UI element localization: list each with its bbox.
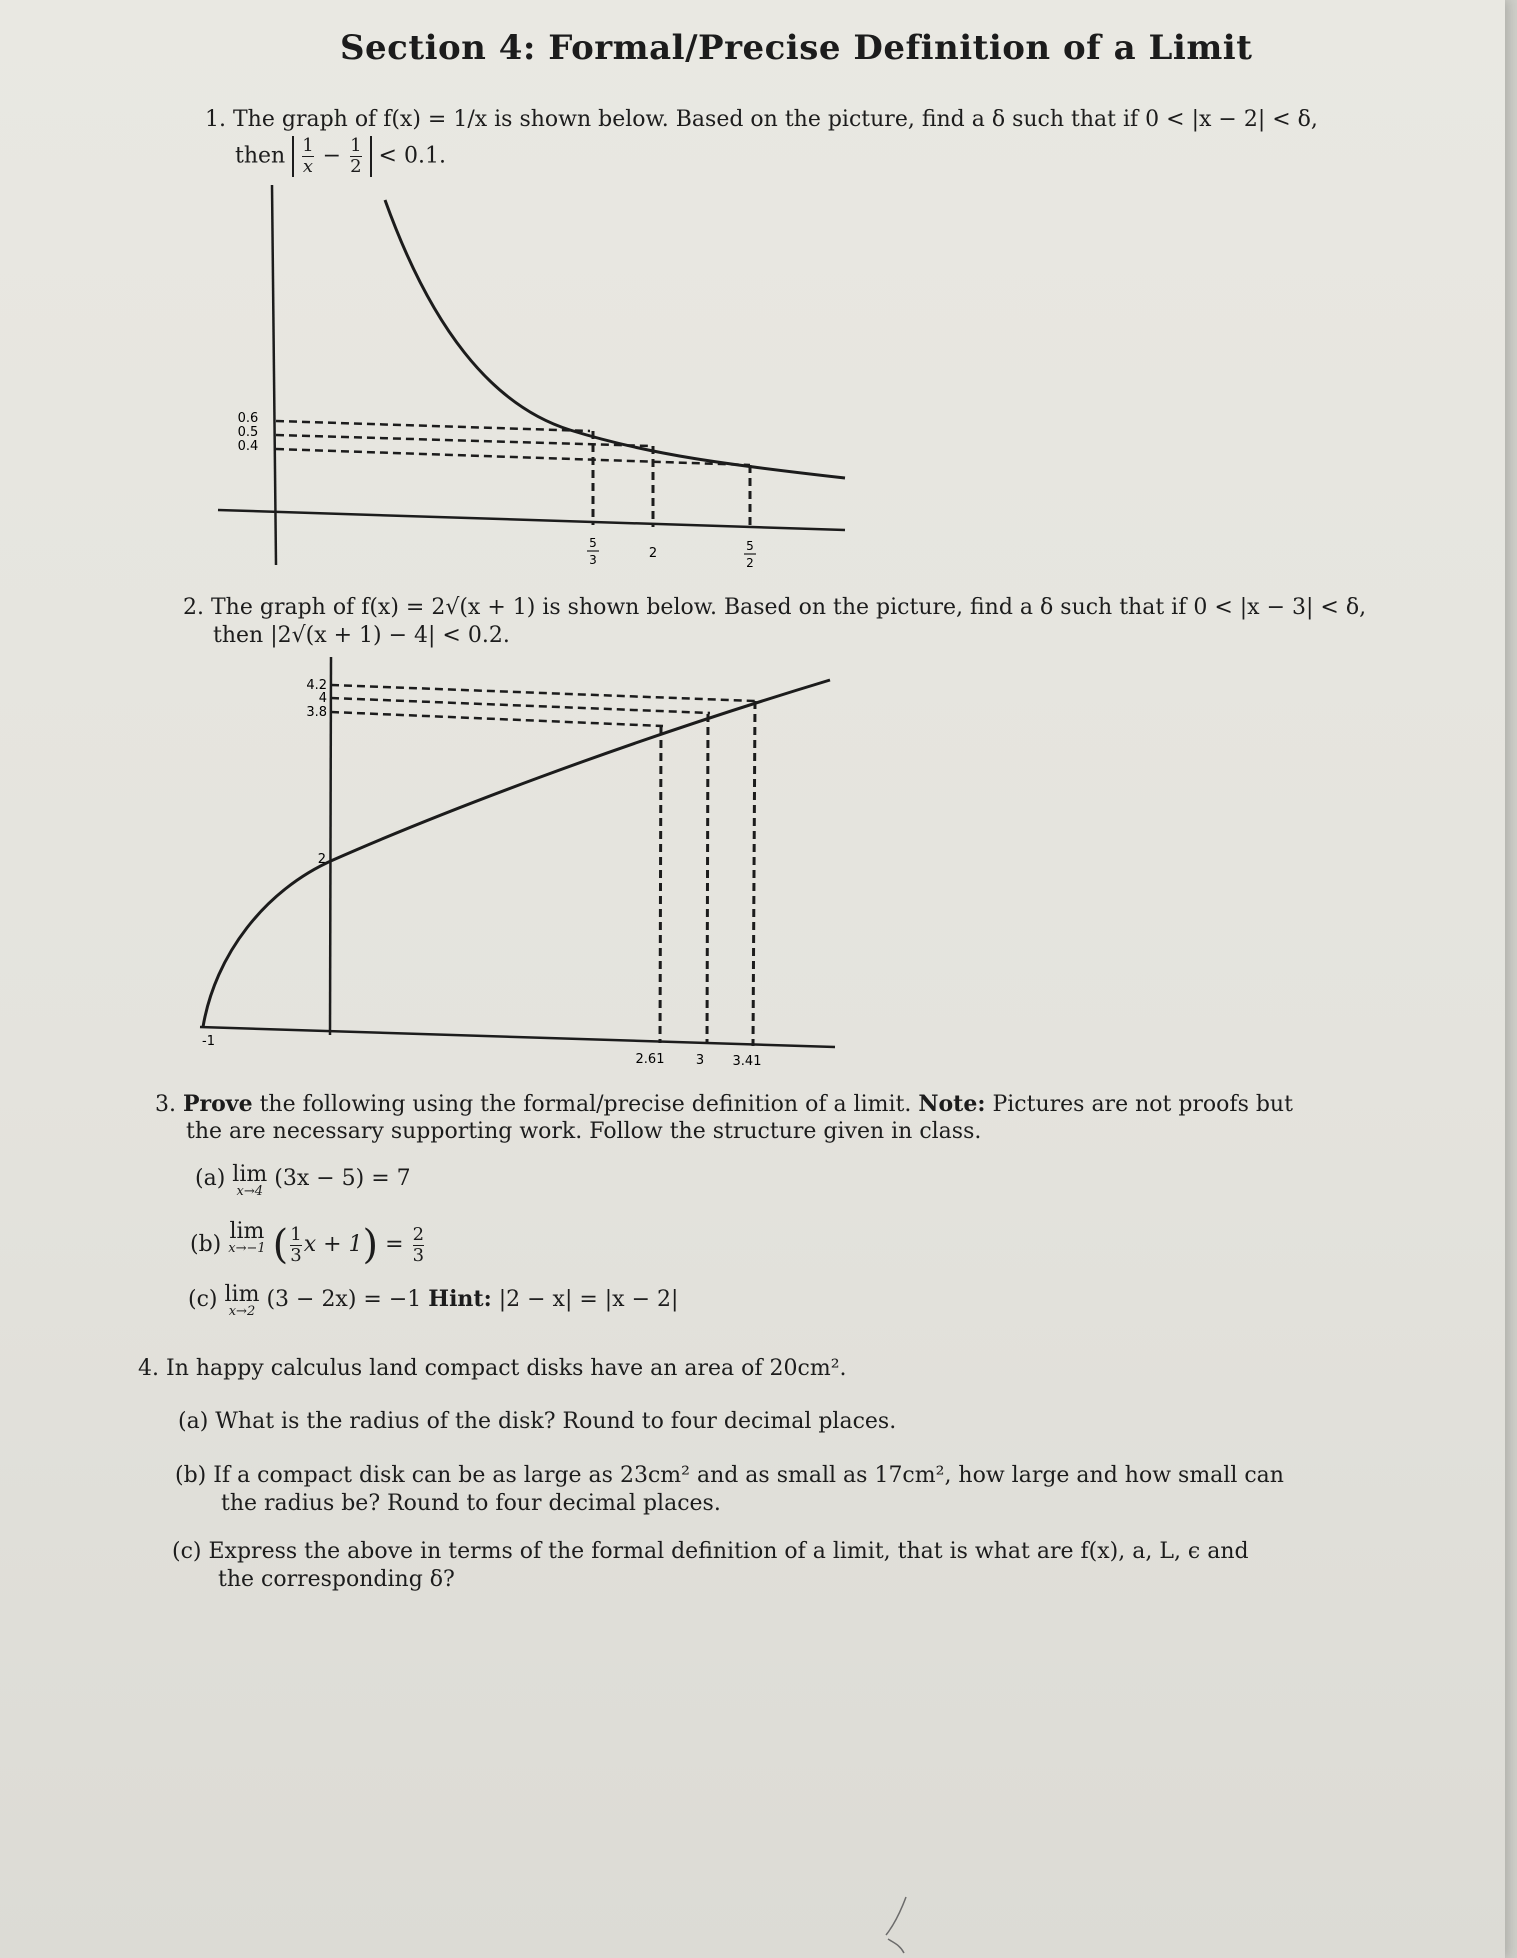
q2-xlabel-0: -1 [202,1034,215,1049]
q4-a-text: What is the radius of the disk? Round to four decimal places. [215,1409,897,1434]
q2-line1 [183,594,1366,622]
q3-b-label: (b) [190,1232,222,1257]
q3-c-limit: lim x→2 [224,1282,260,1319]
q4-b-text-2: the radius be? Round to four decimal places. [221,1491,721,1516]
q1-graph [210,185,860,575]
q3-b-limit: lim x→−1 [228,1219,266,1256]
q4-part-a [178,1408,896,1436]
q1-then: then [235,143,286,169]
q1-curve [385,200,845,478]
pencil-mark [880,1895,920,1955]
q3-note: Note: [918,1091,986,1117]
q3-b-mid: x + 1 [303,1232,363,1257]
q1-ylabel-0: 0.6 [237,411,259,426]
q1-xlabel-2-den: 2 [746,556,754,570]
q1-xlabel-2-num: 5 [746,539,754,553]
q2-xlabel-1: 2.61 [635,1052,665,1067]
q3-b-equals: = [385,1232,404,1257]
q4-c-label: (c) [172,1539,202,1564]
q4-line1 [138,1355,847,1383]
q1-xlabel-0-den: 3 [589,553,597,567]
q1-bound: < 0.1. [378,143,446,169]
q1-xlabel-1: 2 [648,546,658,561]
q2-xlabel-3: 3.41 [732,1054,762,1069]
q2-prompt: The graph of f(x) = 2√(x + 1) is shown below. Based on the picture, find a δ such that if 0 < |x − 3| < δ, [211,595,1367,620]
q3-c-hint: Hint: [428,1286,492,1312]
q3-prove: Prove [183,1091,253,1117]
q1-minus: − [322,143,342,169]
q1-line1 [205,106,1318,134]
q3-b-fraction: $\frac{1}{3}$ [290,1223,302,1266]
q4-c-text-2: the corresponding δ? [218,1567,455,1592]
q2-dash-x3 [707,714,708,1044]
q4-c-text-1: Express the above in terms of the formal definition of a limit, that is what are f(x), a, L, ϵ and [208,1539,1249,1564]
q1-number: 1. [205,107,226,132]
q2-ylabel-1: 4 [318,691,327,706]
q1-dash-y06 [276,421,590,431]
q1-y-axis [272,185,276,565]
q3-line1-tail: Pictures are not proofs but [992,1092,1293,1117]
q2-ylabel-0: 4.2 [306,678,327,693]
page-title: Section 4: Formal/Precise Definition of a Limit [340,28,1253,68]
q1-xlabel-0-num: 5 [589,536,597,550]
q2-dash-y38 [331,712,663,726]
q4-prompt: In happy calculus land compact disks have an area of 20cm². [166,1356,847,1381]
q4-part-c-line1 [172,1538,1249,1566]
q3-c-hint-expression: |2 − x| = |x − 2| [498,1287,679,1312]
q2-dash-x341 [753,701,755,1046]
q3-a-limit: lim x→4 [232,1162,268,1199]
q3-line2: the are necessary supporting work. Follow the structure given in class. [186,1119,982,1144]
q1-abs-expression [292,136,371,177]
q1-ylabel-1: 0.5 [237,425,259,440]
q4-b-label: (b) [175,1463,207,1488]
q2-graph [195,655,845,1075]
q3-number: 3. [155,1092,176,1117]
q3-a-label: (a) [195,1166,226,1191]
q2-ylabel-2: 3.8 [306,705,327,720]
q3-b-rhs-fraction: $\frac{2}{3}$ [412,1223,425,1266]
q3-part-c [188,1282,679,1319]
q1-fraction-a: $\frac{1}{x}$ [302,135,314,177]
q2-curve [203,680,830,1027]
q2-dash-y4 [331,698,710,713]
q2-x-axis [200,1027,835,1047]
q4-a-label: (a) [178,1409,209,1434]
q2-dash-y42 [331,685,755,701]
q2-number: 2. [183,595,204,620]
q4-number: 4. [138,1356,159,1381]
q3-c-expression: (3 − 2x) = −1 [266,1287,422,1312]
q3-a-expression: (3x − 5) = 7 [274,1166,411,1191]
q4-part-b-line1 [175,1462,1284,1490]
q3-line1-rest: the following using the formal/precise definition of a limit. [259,1092,912,1117]
q3-line1 [155,1090,1293,1119]
q1-ylabel-2: 0.4 [237,439,259,454]
q3-c-label: (c) [188,1287,218,1312]
q2-line2: then |2√(x + 1) − 4| < 0.2. [213,623,510,648]
q2-ylabel-3: 2 [317,852,326,867]
q1-line2 [235,136,446,177]
q1-prompt: The graph of f(x) = 1/x is shown below. Based on the picture, find a δ such that if 0 < |x − 2| < δ, [233,107,1318,132]
q2-dash-x261 [660,727,661,1043]
q3-part-b: (b) lim x→−1 ( $\frac{1}{3}$ x + 1) = $\frac{2}{3}$ [190,1219,425,1268]
q2-y-axis [330,657,331,1035]
q2-xlabel-2: 3 [695,1053,705,1068]
q3-part-a [195,1162,411,1199]
q4-b-text-1: If a compact disk can be as large as 23cm² and as small as 17cm², how large and how small can [213,1463,1284,1488]
q1-fraction-b: $\frac{1}{2}$ [350,135,362,177]
